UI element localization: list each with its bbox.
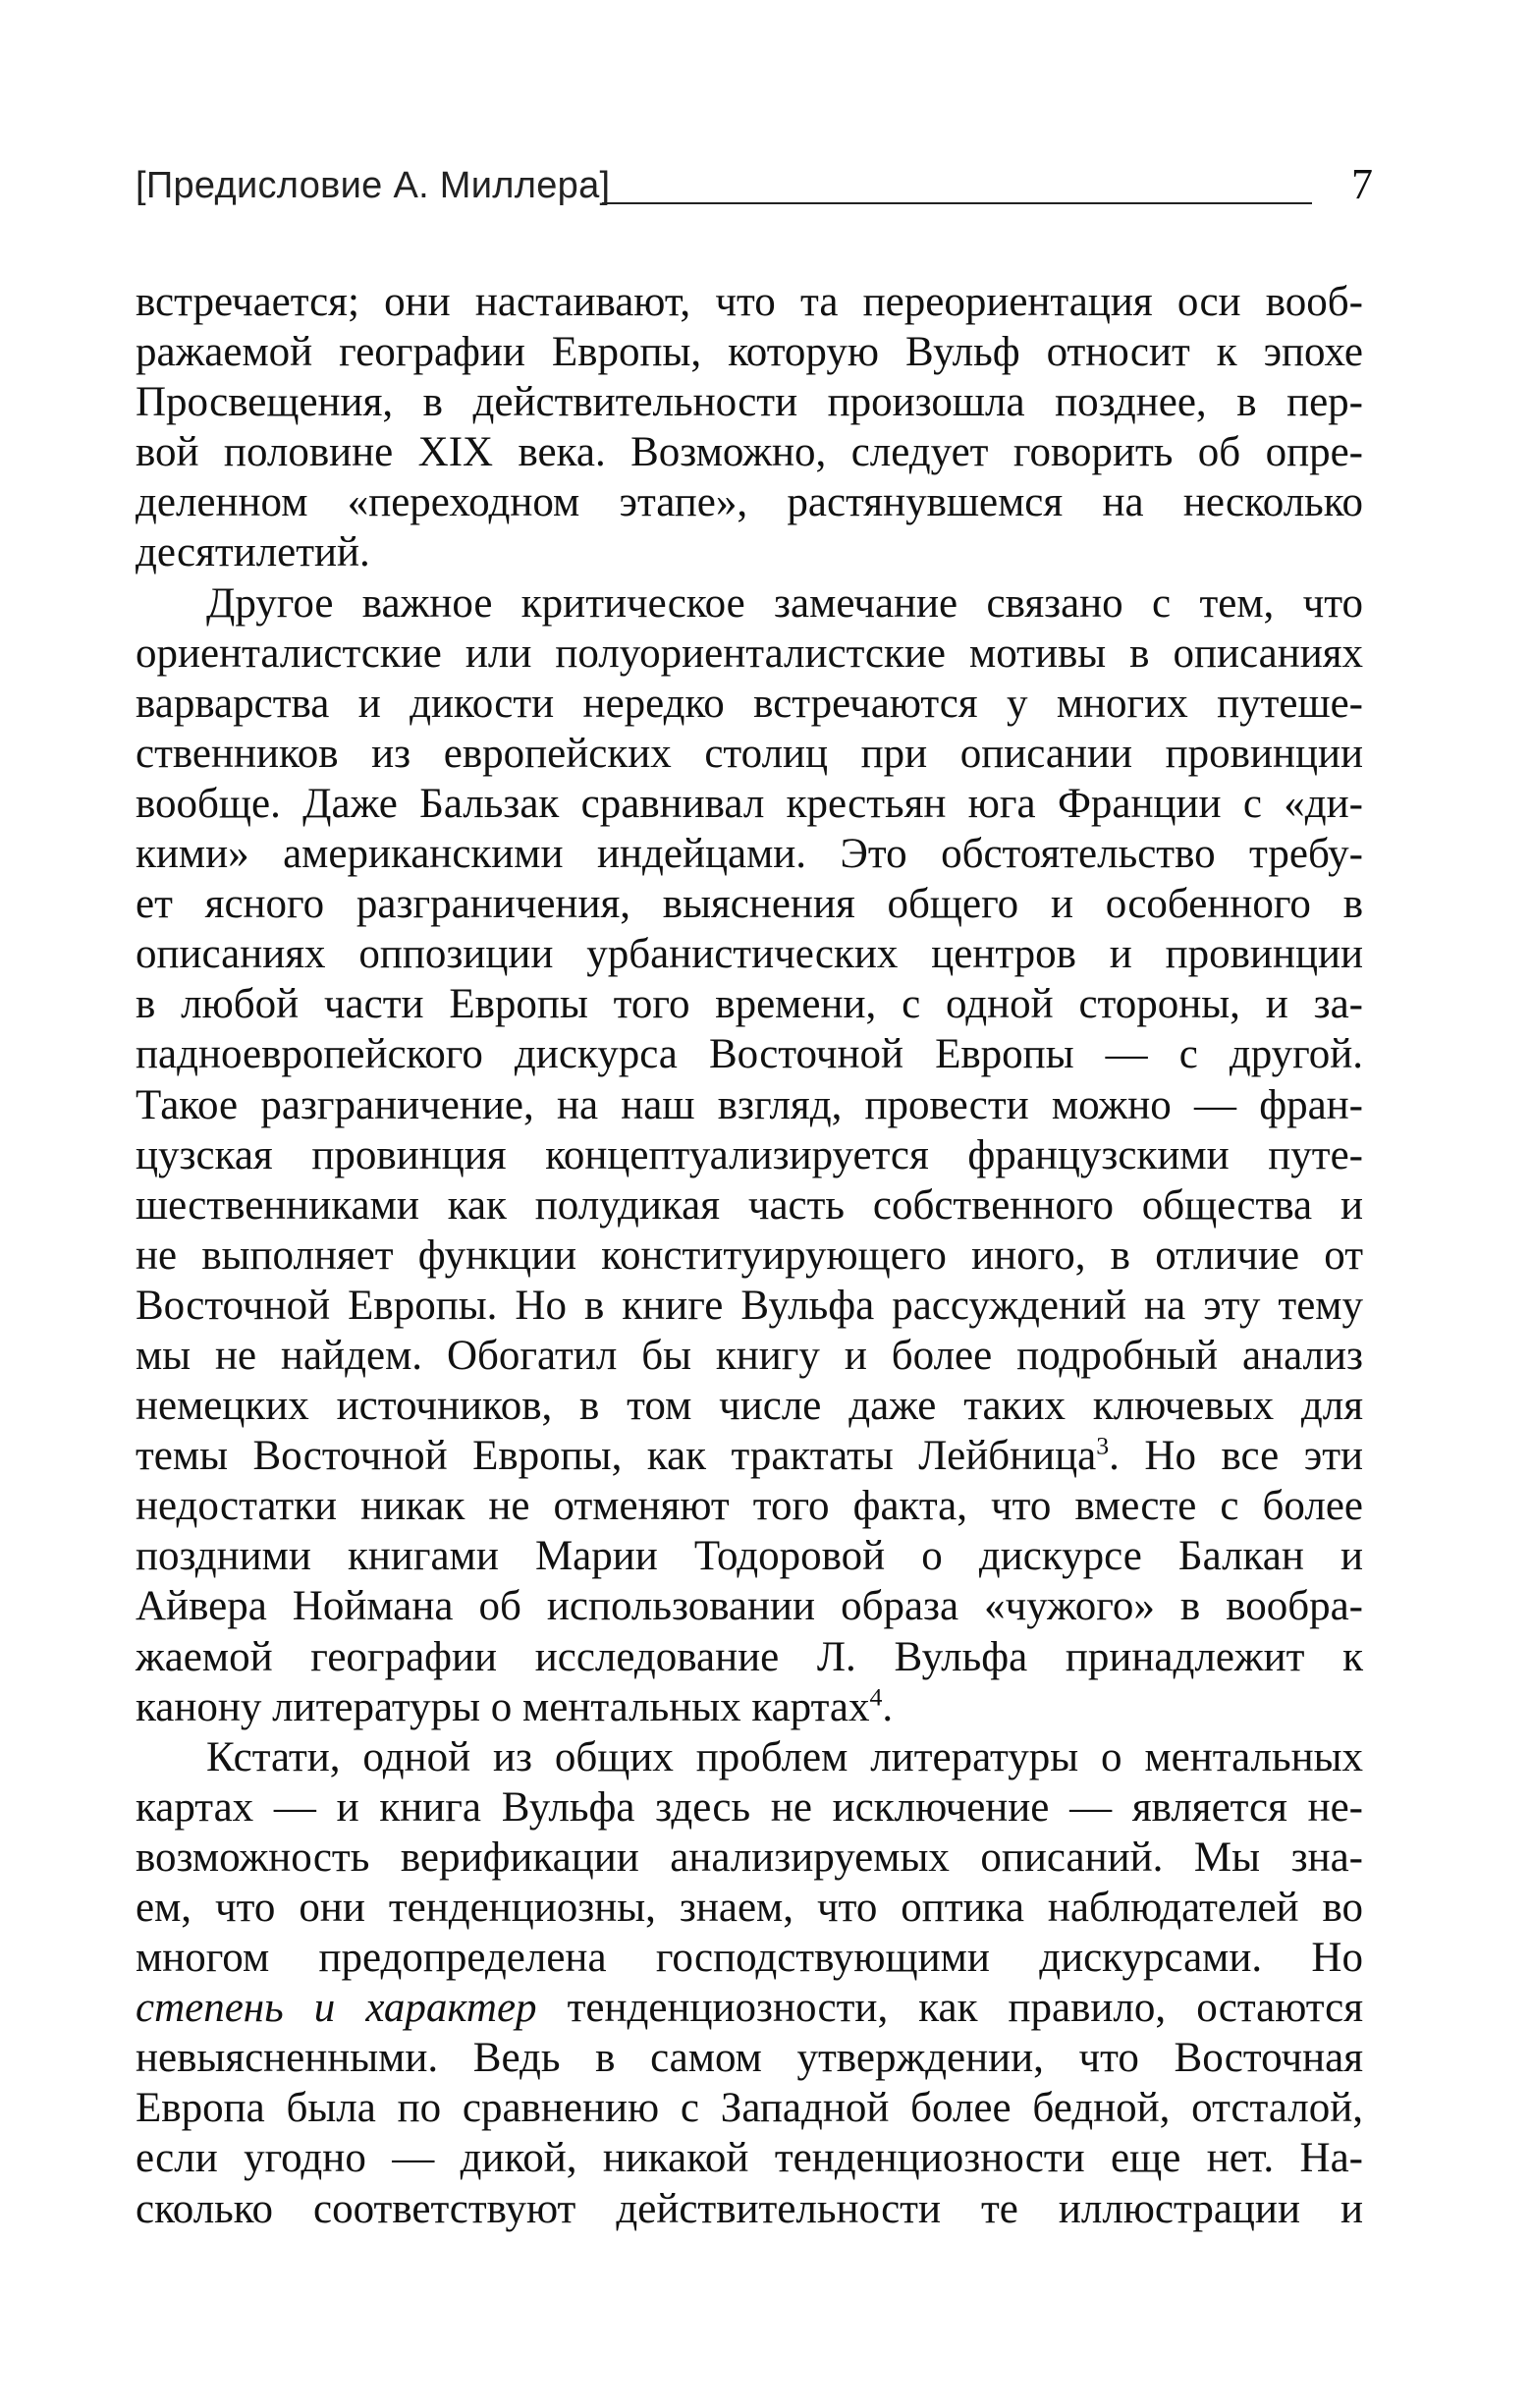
italic-phrase: степень и характер xyxy=(136,1985,537,2032)
text-line: ем, что они тенденциозны, знаем, что оптика наблюдателей во xyxy=(136,1885,1363,1931)
footnote-marker-4: 4 xyxy=(869,1682,883,1712)
text-line: встречается; они настаивают, что та переориентация оси вооб- xyxy=(136,279,1363,325)
text-segment: темы Восточной Европы, как трактаты Лейбница xyxy=(136,1433,1097,1480)
text-line: Восточной Европы. Но в книге Вульфа рассуждений на эту тему xyxy=(136,1282,1363,1329)
text-line: деленном «переходном этапе», растянувшемся на несколько xyxy=(136,479,1363,526)
running-title: [Предисловие А. Миллера] xyxy=(136,165,611,206)
text-line: падноевропейского дискурса Восточной Европы — с другой. xyxy=(136,1031,1363,1078)
text-segment: . Но все эти xyxy=(1109,1433,1364,1480)
text-line: немецких источников, в том числе даже таких ключевых для xyxy=(136,1383,1363,1430)
paragraph-2 xyxy=(136,578,1363,1732)
text-line: многом предопределена господствующими дискурсами. Но xyxy=(136,1935,1363,1982)
page-number: 7 xyxy=(1351,160,1373,208)
text-line: шественниками как полудикая часть собственного общества и xyxy=(136,1181,1363,1229)
text-line: ориенталистские или полуориенталистские мотивы в описаниях xyxy=(136,629,1363,677)
text-line: описаниях оппозиции урбанистических центров и провинции xyxy=(136,931,1363,978)
text-line: Просвещения, в действительности произошла позднее, в пер- xyxy=(136,379,1363,426)
text-line: невыясненными. Ведь в самом утверждении, что Восточная xyxy=(136,2035,1363,2082)
text-line: ражаемой географии Европы, которую Вульф относит к эпохе xyxy=(136,329,1363,376)
text-line: ственников из европейских столиц при описании провинции xyxy=(136,730,1363,777)
paragraph-1 xyxy=(136,277,1363,578)
text-line: жаемой географии исследование Л. Вульфа принадлежит к xyxy=(136,1633,1363,1680)
text-segment: . xyxy=(882,1683,894,1730)
text-line: Кстати, одной из общих проблем литературы о ментальных xyxy=(206,1733,1363,1780)
text-line: Европа была по сравнению с Западной более бедной, отсталой, xyxy=(136,2085,1363,2132)
body-text xyxy=(136,277,1363,2234)
text-line: варварства и дикости нередко встречаются у многих путеше- xyxy=(136,680,1363,727)
paragraph-3 xyxy=(136,1732,1363,2234)
text-line: картах — и книга Вульфа здесь не исключение — является не- xyxy=(136,1783,1363,1831)
running-head xyxy=(136,159,1373,218)
text-line: поздними книгами Марии Тодоровой о дискурсе Балкан и xyxy=(136,1533,1363,1580)
text-line: мы не найдем. Обогатил бы книгу и более подробный анализ xyxy=(136,1332,1363,1379)
text-line: ет ясного разграничения, выяснения общего и особенного в xyxy=(136,881,1363,928)
text-line: десятилетий. xyxy=(136,529,370,576)
footnote-marker-3: 3 xyxy=(1096,1431,1110,1460)
text-line: возможность верификации анализируемых описаний. Мы зна- xyxy=(136,1833,1363,1881)
text-line: недостатки никак не отменяют того факта, что вместе с более xyxy=(136,1483,1363,1530)
text-line: в любой части Европы того времени, с одной стороны, и за- xyxy=(136,981,1363,1028)
text-line: если угодно — дикой, никакой тенденциозности еще нет. На- xyxy=(136,2135,1363,2182)
text-segment: канону литературы о ментальных картах xyxy=(136,1683,870,1730)
text-line: сколько соответствуют действительности те иллюстрации и xyxy=(136,2185,1363,2232)
text-line-with-footnote xyxy=(136,1682,1363,1732)
text-segment: тенденциозности, как правило, остаются xyxy=(567,1985,1363,2032)
header-rule xyxy=(602,202,1312,204)
text-line: вой половине XIX века. Возможно, следует говорить об опре- xyxy=(136,429,1363,476)
text-line: Такое разграничение, на наш взгляд, провести можно — фран- xyxy=(136,1081,1363,1128)
text-line: не выполняет функции конституирующего иного, в отличие от xyxy=(136,1231,1363,1279)
text-line-with-italic xyxy=(136,1983,1363,2033)
text-line: Другое важное критическое замечание связано с тем, что xyxy=(206,579,1363,627)
text-line: вообще. Даже Бальзак сравнивал крестьян юга Франции с «ди- xyxy=(136,780,1363,827)
text-line: Айвера Ноймана об использовании образа «чужого» в вообра- xyxy=(136,1583,1363,1630)
text-line: кими» американскими индейцами. Это обстоятельство требу- xyxy=(136,831,1363,878)
text-line-with-footnote xyxy=(136,1431,1363,1481)
text-line: цузская провинция концептуализируется французскими путе- xyxy=(136,1131,1363,1178)
